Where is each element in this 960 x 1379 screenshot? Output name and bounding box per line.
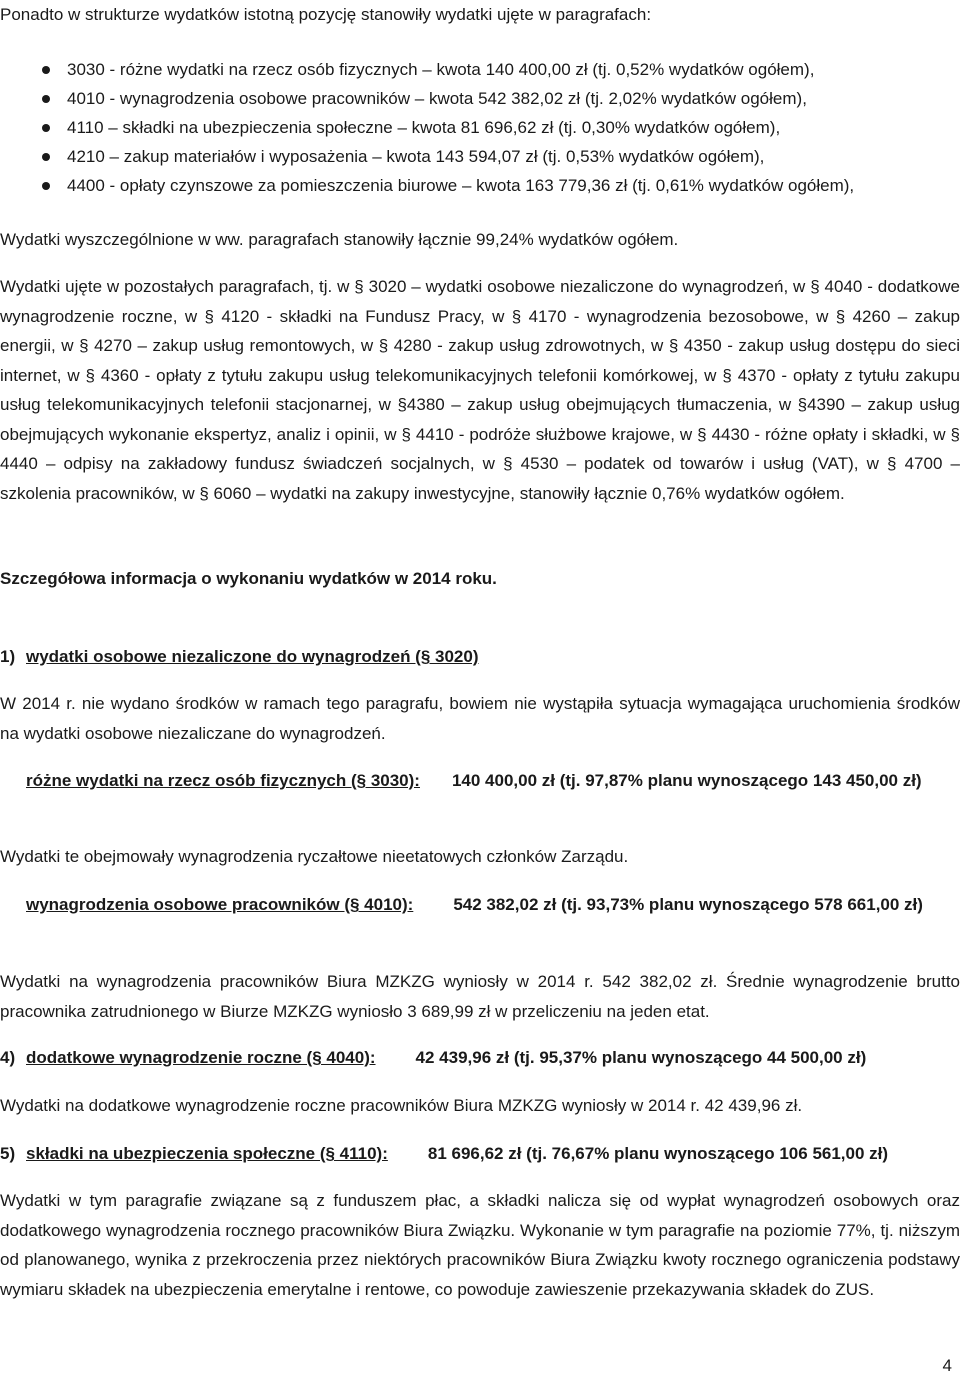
- section-1-body: W 2014 r. nie wydano środków w ramach tego paragrafu, bowiem nie wystąpiła sytuacja wymagająca uruchomienia środków na wydatki osobowe niezaliczane do wynagrodzeń.: [0, 694, 960, 743]
- section-title: dodatkowe wynagrodzenie roczne (§ 4040):: [26, 1048, 376, 1067]
- page-number: 4: [942, 1356, 952, 1375]
- section-5-body: Wydatki w tym paragrafie związane są z funduszem płac, a składki nalicza się od wypłat wynagrodzeń osobowych oraz dodatkowego wynagrodzenia rocznego pracowników Biura Związku. Wykonanie w tym paragrafie na poziomie 77%, tj. niższym od planowanego, wynika z przekroczenia przez niektórych pracowników Biura Związku kwoty rocznego ograniczenia podstawy wymiaru składek na ubezpieczenia emerytalne i rentowe, co powoduje zawieszenie przekazywania składek do ZUS.: [0, 1191, 960, 1299]
- section-amount: 140 400,00 zł (tj. 97,87% planu wynoszącego 143 450,00 zł): [451, 771, 922, 790]
- intro-paragraph: Ponadto w strukturze wydatków istotną pozycję stanowiły wydatki ujęte w paragrafach:: [0, 5, 652, 24]
- bullet-item: 4010 - wynagrodzenia osobowe pracowników – kwota 542 382,02 zł (tj. 2,02% wydatków ogółem),: [0, 84, 960, 113]
- bullet-item: 4110 – składki na ubezpieczenia społeczne – kwota 81 696,62 zł (tj. 0,30% wydatków ogółem),: [0, 113, 960, 142]
- section-number: 5): [0, 1144, 16, 1163]
- section-number: 1): [0, 647, 16, 666]
- section-title: wydatki osobowe niezaliczone do wynagrodzeń (§ 3020): [26, 647, 479, 666]
- section-4-heading: [0, 1043, 960, 1073]
- detail-heading: Szczegółowa informacja o wykonaniu wydatków w 2014 roku.: [0, 569, 497, 588]
- section-title: składki na ubezpieczenia społeczne (§ 4110):: [26, 1144, 388, 1163]
- section-amount: 81 696,62 zł (tj. 76,67% planu wynoszącego 106 561,00 zł): [427, 1144, 889, 1163]
- section-1-heading: [0, 642, 960, 672]
- summary-other: Wydatki ujęte w pozostałych paragrafach, tj. w § 3020 – wydatki osobowe niezaliczone do wynagrodzeń, w § 4040 - dodatkowe wynagrodzenie roczne, w § 4120 - składki na Fundusz Pracy, w § 4170 - wynagrodzenia bezosobowe, w § 4260 – zakup energii, w § 4270 – zakup usług remontowych, w § 4280 - zakup usług zdrowotnych, w § 4350 - zakup usług dostępu do sieci internet, w § 4360 - opłaty z tytułu zakupu usług telekomunikacyjnych telefonii komórkowej, w § 4370 - opłaty z tytułu zakupu usług telekomunikacyjnych telefonii stacjonarnej, w §4380 – zakup usług obejmujących tłumaczenia, w §4390 – zakup usług obejmujących wykonanie ekspertyz, analiz i opinii, w § 4410 - podróże służbowe krajowe, w § 4430 - różne opłaty i składki, w § 4440 – odpisy na zakładowy fundusz świadczeń socjalnych, w § 4530 – podatek od towarów i usług (VAT), w § 4700 – szkolenia pracowników, w § 6060 – wydatki na zakupy inwestycyjne, stanowiły łącznie 0,76% wydatków ogółem.: [0, 277, 960, 503]
- section-title: różne wydatki na rzecz osób fizycznych (§ 3030):: [26, 771, 420, 790]
- section-amount: 42 439,96 zł (tj. 95,37% planu wynoszącego 44 500,00 zł): [415, 1048, 867, 1067]
- expense-bullet-list: [0, 55, 960, 200]
- section-number: 4): [0, 1048, 16, 1067]
- summary-specified: Wydatki wyszczególnione w ww. paragrafach stanowiły łącznie 99,24% wydatków ogółem.: [0, 230, 679, 249]
- section-3-body: Wydatki na wynagrodzenia pracowników Biura MZKZG wyniosły w 2014 r. 542 382,02 zł. Średnie wynagrodzenie brutto pracownika zatrudnionego w Biurze MZKZG wyniosło 3 689,99 zł w przeliczeniu na jeden etat.: [0, 972, 960, 1021]
- section-title: wynagrodzenia osobowe pracowników (§ 4010):: [26, 895, 414, 914]
- bullet-item: 4400 - opłaty czynszowe za pomieszczenia biurowe – kwota 163 779,36 zł (tj. 0,61% wydatków ogółem),: [0, 171, 960, 200]
- bullet-item: 3030 - różne wydatki na rzecz osób fizycznych – kwota 140 400,00 zł (tj. 0,52% wydatków ogółem),: [0, 55, 960, 84]
- section-number: [0, 766, 26, 796]
- section-number: [0, 890, 26, 920]
- section-2-heading: [0, 766, 934, 796]
- bullet-item: 4210 – zakup materiałów i wyposażenia – kwota 143 594,07 zł (tj. 0,53% wydatków ogółem),: [0, 142, 960, 171]
- section-2-body: Wydatki te obejmowały wynagrodzenia ryczałtowe nieetatowych członków Zarządu.: [0, 847, 629, 866]
- section-amount: 542 382,02 zł (tj. 93,73% planu wynoszącego 578 661,00 zł): [453, 895, 923, 914]
- section-4-body: Wydatki na dodatkowe wynagrodzenie roczne pracowników Biura MZKZG wyniosły w 2014 r. 42 439,96 zł.: [0, 1096, 803, 1115]
- section-3-heading: [0, 890, 934, 920]
- section-5-heading: [0, 1139, 960, 1169]
